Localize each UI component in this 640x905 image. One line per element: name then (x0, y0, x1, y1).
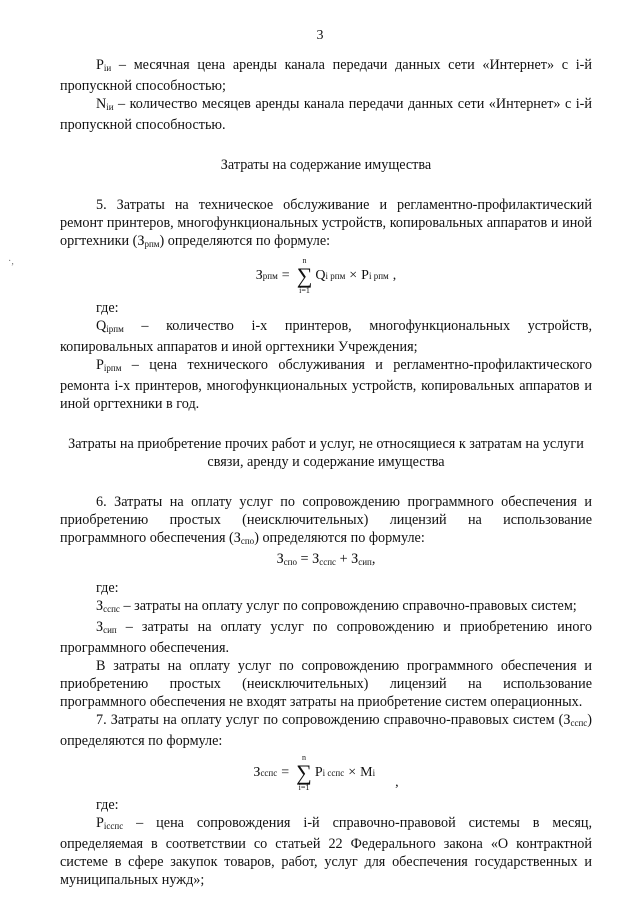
item-7-def-p: $Р_{iсспс}$ – цена сопровождения i-й справочно-правовой системы в месяц, определяемая в соответствии со статьей 22 Федерального закона «О контрактной системе в сфере закупок товаров, работ, услуг для обеспечения государственных и муниципальных нужд»; (60, 815, 592, 888)
item-6-def-a: $З_{сспс}$ – затраты на оплату услуг по сопровождению справочно-правовых систем; (96, 598, 577, 614)
formula-rpm: З рпм = n ∑ i=1 Q i рпм × P i рпм , (255, 256, 397, 295)
formula-spo: $З_{спо} = З_{сспс} + З_{сип}$, (276, 551, 376, 567)
item-6-text: 6. Затраты на оплату услуг по сопровождению программного обеспечения и приобретению простых (неисключительных) лицензий на использование программного обеспечения $(З_{спо})$ определяются по формуле: (60, 494, 592, 546)
item-7-where: где: (96, 797, 119, 813)
page-number: 3 (316, 28, 324, 43)
item-6-def-b: $З_{сип}$ – затраты на оплату услуг по сопровождению и приобретению иного программного обеспечения. (60, 619, 592, 656)
sum-sign: n ∑ i=1 (296, 753, 312, 792)
item-7-text: 7. Затраты на оплату услуг по сопровождению справочно-правовых систем $(З_{сспс})$ определяются по формуле: (60, 712, 592, 749)
section-heading-other: Затраты на приобретение прочих работ и услуг, не относящиеся к затратам на услуги связи, аренду и содержание имущества (68, 436, 584, 470)
formula-sspc: З сспс = n ∑ i=1 P i сспс × M i , (253, 753, 399, 792)
document-body (60, 56, 592, 889)
definition-p-in: $Р_{iи}$ – месячная цена аренды канала передачи данных сети «Интернет» с i-й пропускной способностью; (60, 57, 592, 94)
section-heading-property: Затраты на содержание имущества (220, 157, 432, 173)
item-5-def-q: $Q_{iрпм}$ – количество i-х принтеров, многофункциональных устройств, копировальных аппаратов и иной оргтехники Учреждения; (60, 318, 592, 355)
item-5-def-p: $Р_{iрпм}$ – цена технического обслуживания и регламентно-профилактического ремонта i-х принтеров, многофункциональных устройств, копировальных аппаратов и иной оргтехники в год. (60, 357, 592, 412)
item-6-note: В затраты на оплату услуг по сопровождению программного обеспечения и приобретению простых (неисключительных) лицензий на использование программного обеспечения не входят затраты на приобретение систем операционных. (60, 658, 592, 710)
item-5-text: 5. Затраты на техническое обслуживание и регламентно-профилактический ремонт принтеров, многофункциональных устройств, копировальных аппаратов и иной оргтехники $(З_{рпм})$ определяются по формуле: (60, 197, 592, 249)
definition-n-in: $N_{iи}$ – количество месяцев аренды канала передачи данных сети «Интернет» с i-й пропускной способностью. (60, 96, 592, 133)
item-6-where: где: (96, 580, 119, 596)
margin-mark: ·, (8, 256, 14, 267)
item-5-where: где: (96, 300, 119, 316)
sum-sign: n ∑ i=1 (296, 256, 313, 295)
